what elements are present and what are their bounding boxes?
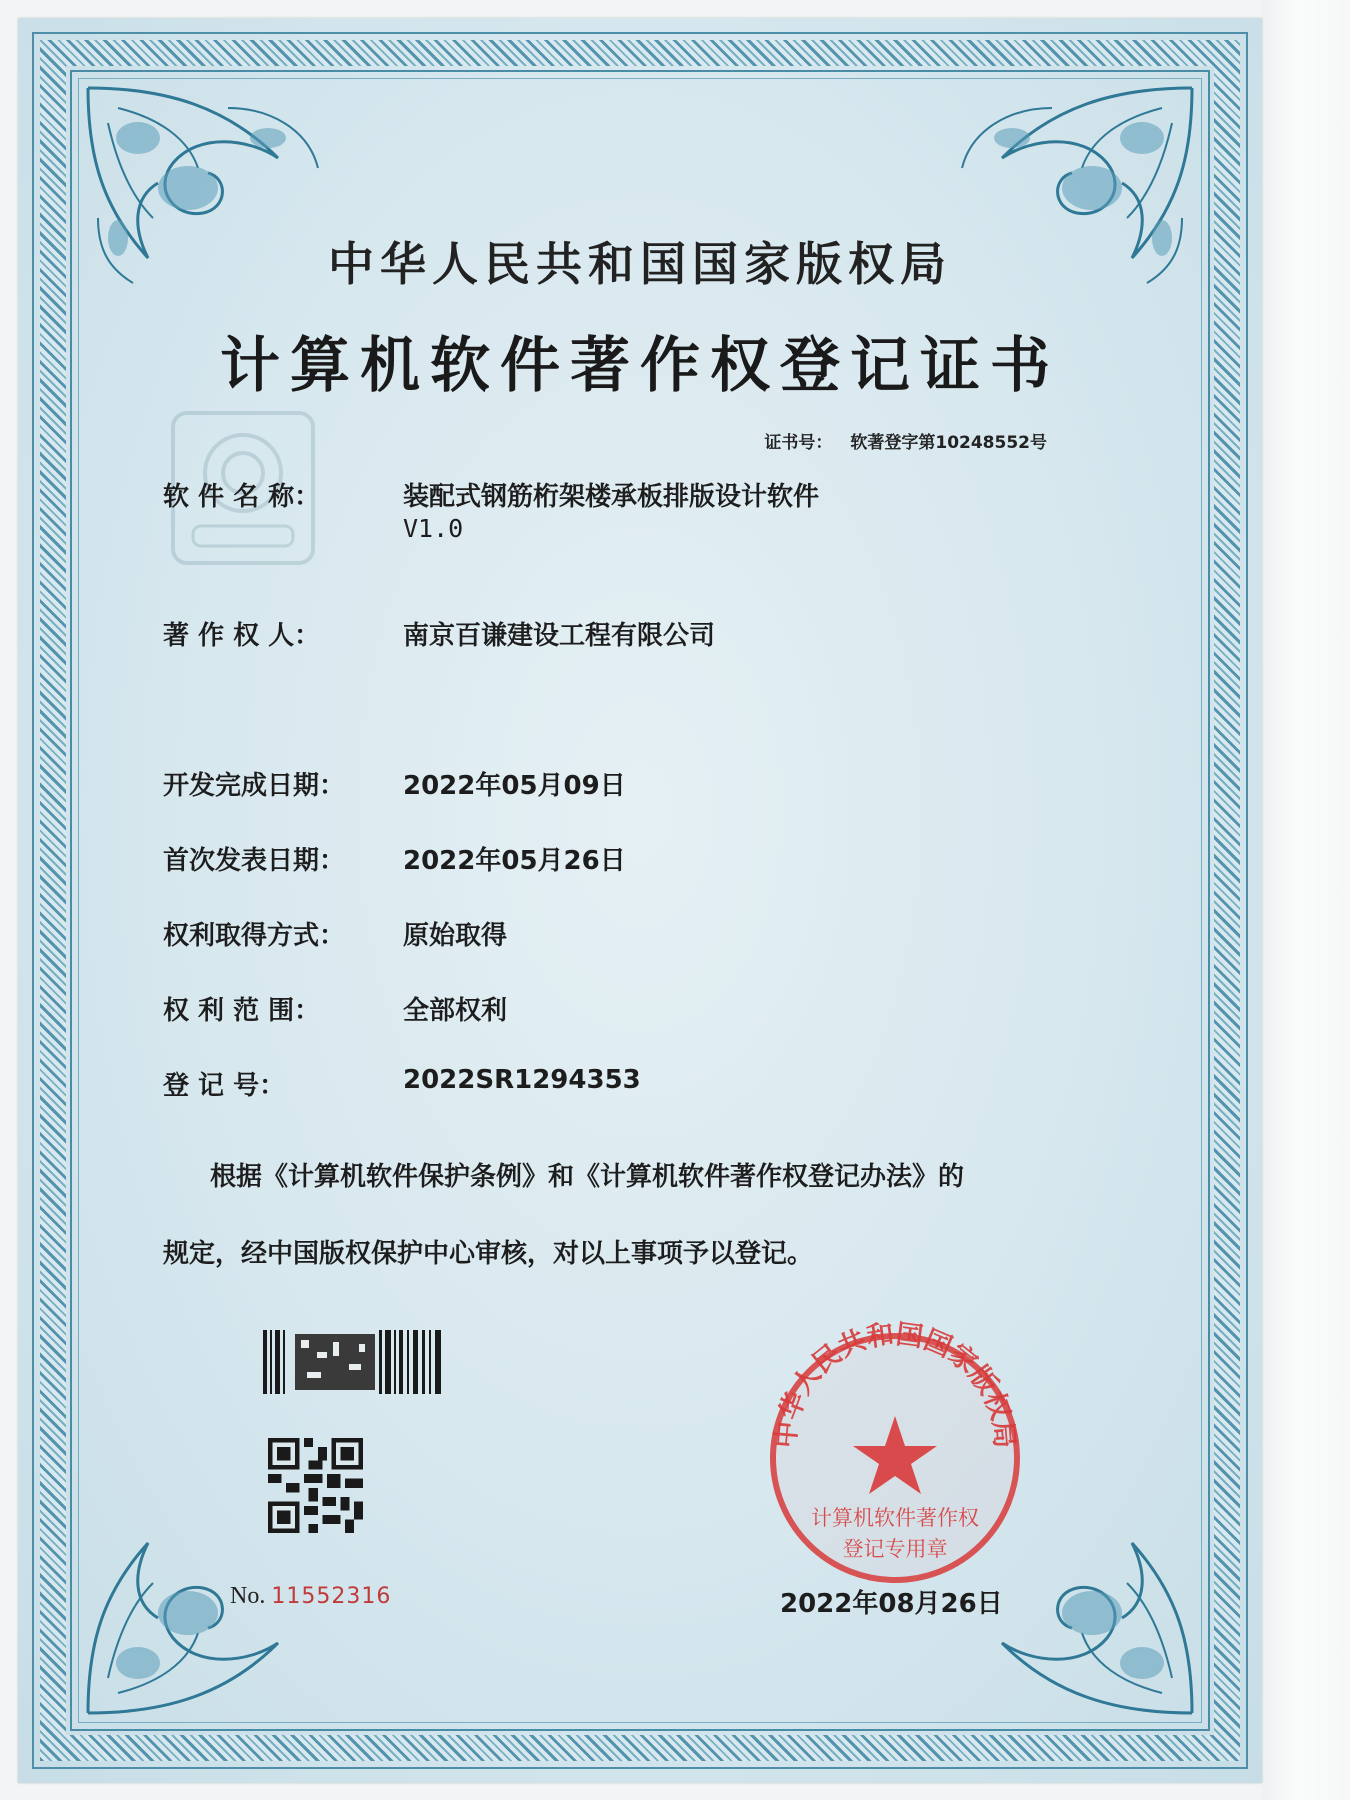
field-value: 2022年05月26日 [403,846,626,876]
serial-prefix: No. [230,1583,266,1609]
official-seal-icon [760,1318,1030,1588]
field-label: 权 利 范 围： [163,996,321,1026]
statement-line-2: 规定，经中国版权保护中心审核，对以上事项予以登记。 [163,1239,814,1269]
qr-code-icon [268,1438,363,1533]
field-value: 全部权利 [403,996,508,1026]
statement-line-1: 根据《计算机软件保护条例》和《计算机软件著作权登记办法》的 [210,1162,965,1192]
serial-value: 11552316 [271,1584,392,1609]
field-label: 软 件 名 称： [163,482,321,512]
field-label: 登 记 号： [163,1071,286,1101]
field-value: 原始取得 [403,921,508,951]
field-value-version: V1.0 [403,514,464,543]
corner-ornament-icon [78,1513,328,1723]
certificate-number [764,428,1047,453]
field-value: 2022年05月09日 [403,771,626,801]
seal-top-text: 中华人民共和国国家版权局 [770,1318,1020,1450]
field-label: 开发完成日期： [163,771,346,801]
certificate-number-label: 证书号： [764,433,833,453]
field-label: 著 作 权 人： [163,621,321,651]
field-value: 装配式钢筋桁架楼承板排版设计软件 [403,482,820,512]
scan-margin [1262,0,1350,1800]
seal-mid-text: 计算机软件著作权 [811,1506,979,1530]
seal-bottom-text: 登记专用章 [842,1537,948,1561]
serial-number [230,1583,391,1610]
field-value: 2022SR1294353 [403,1065,641,1095]
certificate-number-value: 软著登字第10248552号 [850,433,1047,453]
barcode-icon [263,1330,443,1394]
certificate-title: 计算机软件著作权登记证书 [220,331,1060,401]
issuer-title: 中华人民共和国国家版权局 [328,237,952,291]
certificate [18,18,1262,1783]
issue-date: 2022年08月26日 [780,1589,1003,1619]
field-label: 首次发表日期： [163,846,346,876]
field-label: 权利取得方式： [163,921,346,951]
field-value: 南京百谦建设工程有限公司 [403,621,716,651]
